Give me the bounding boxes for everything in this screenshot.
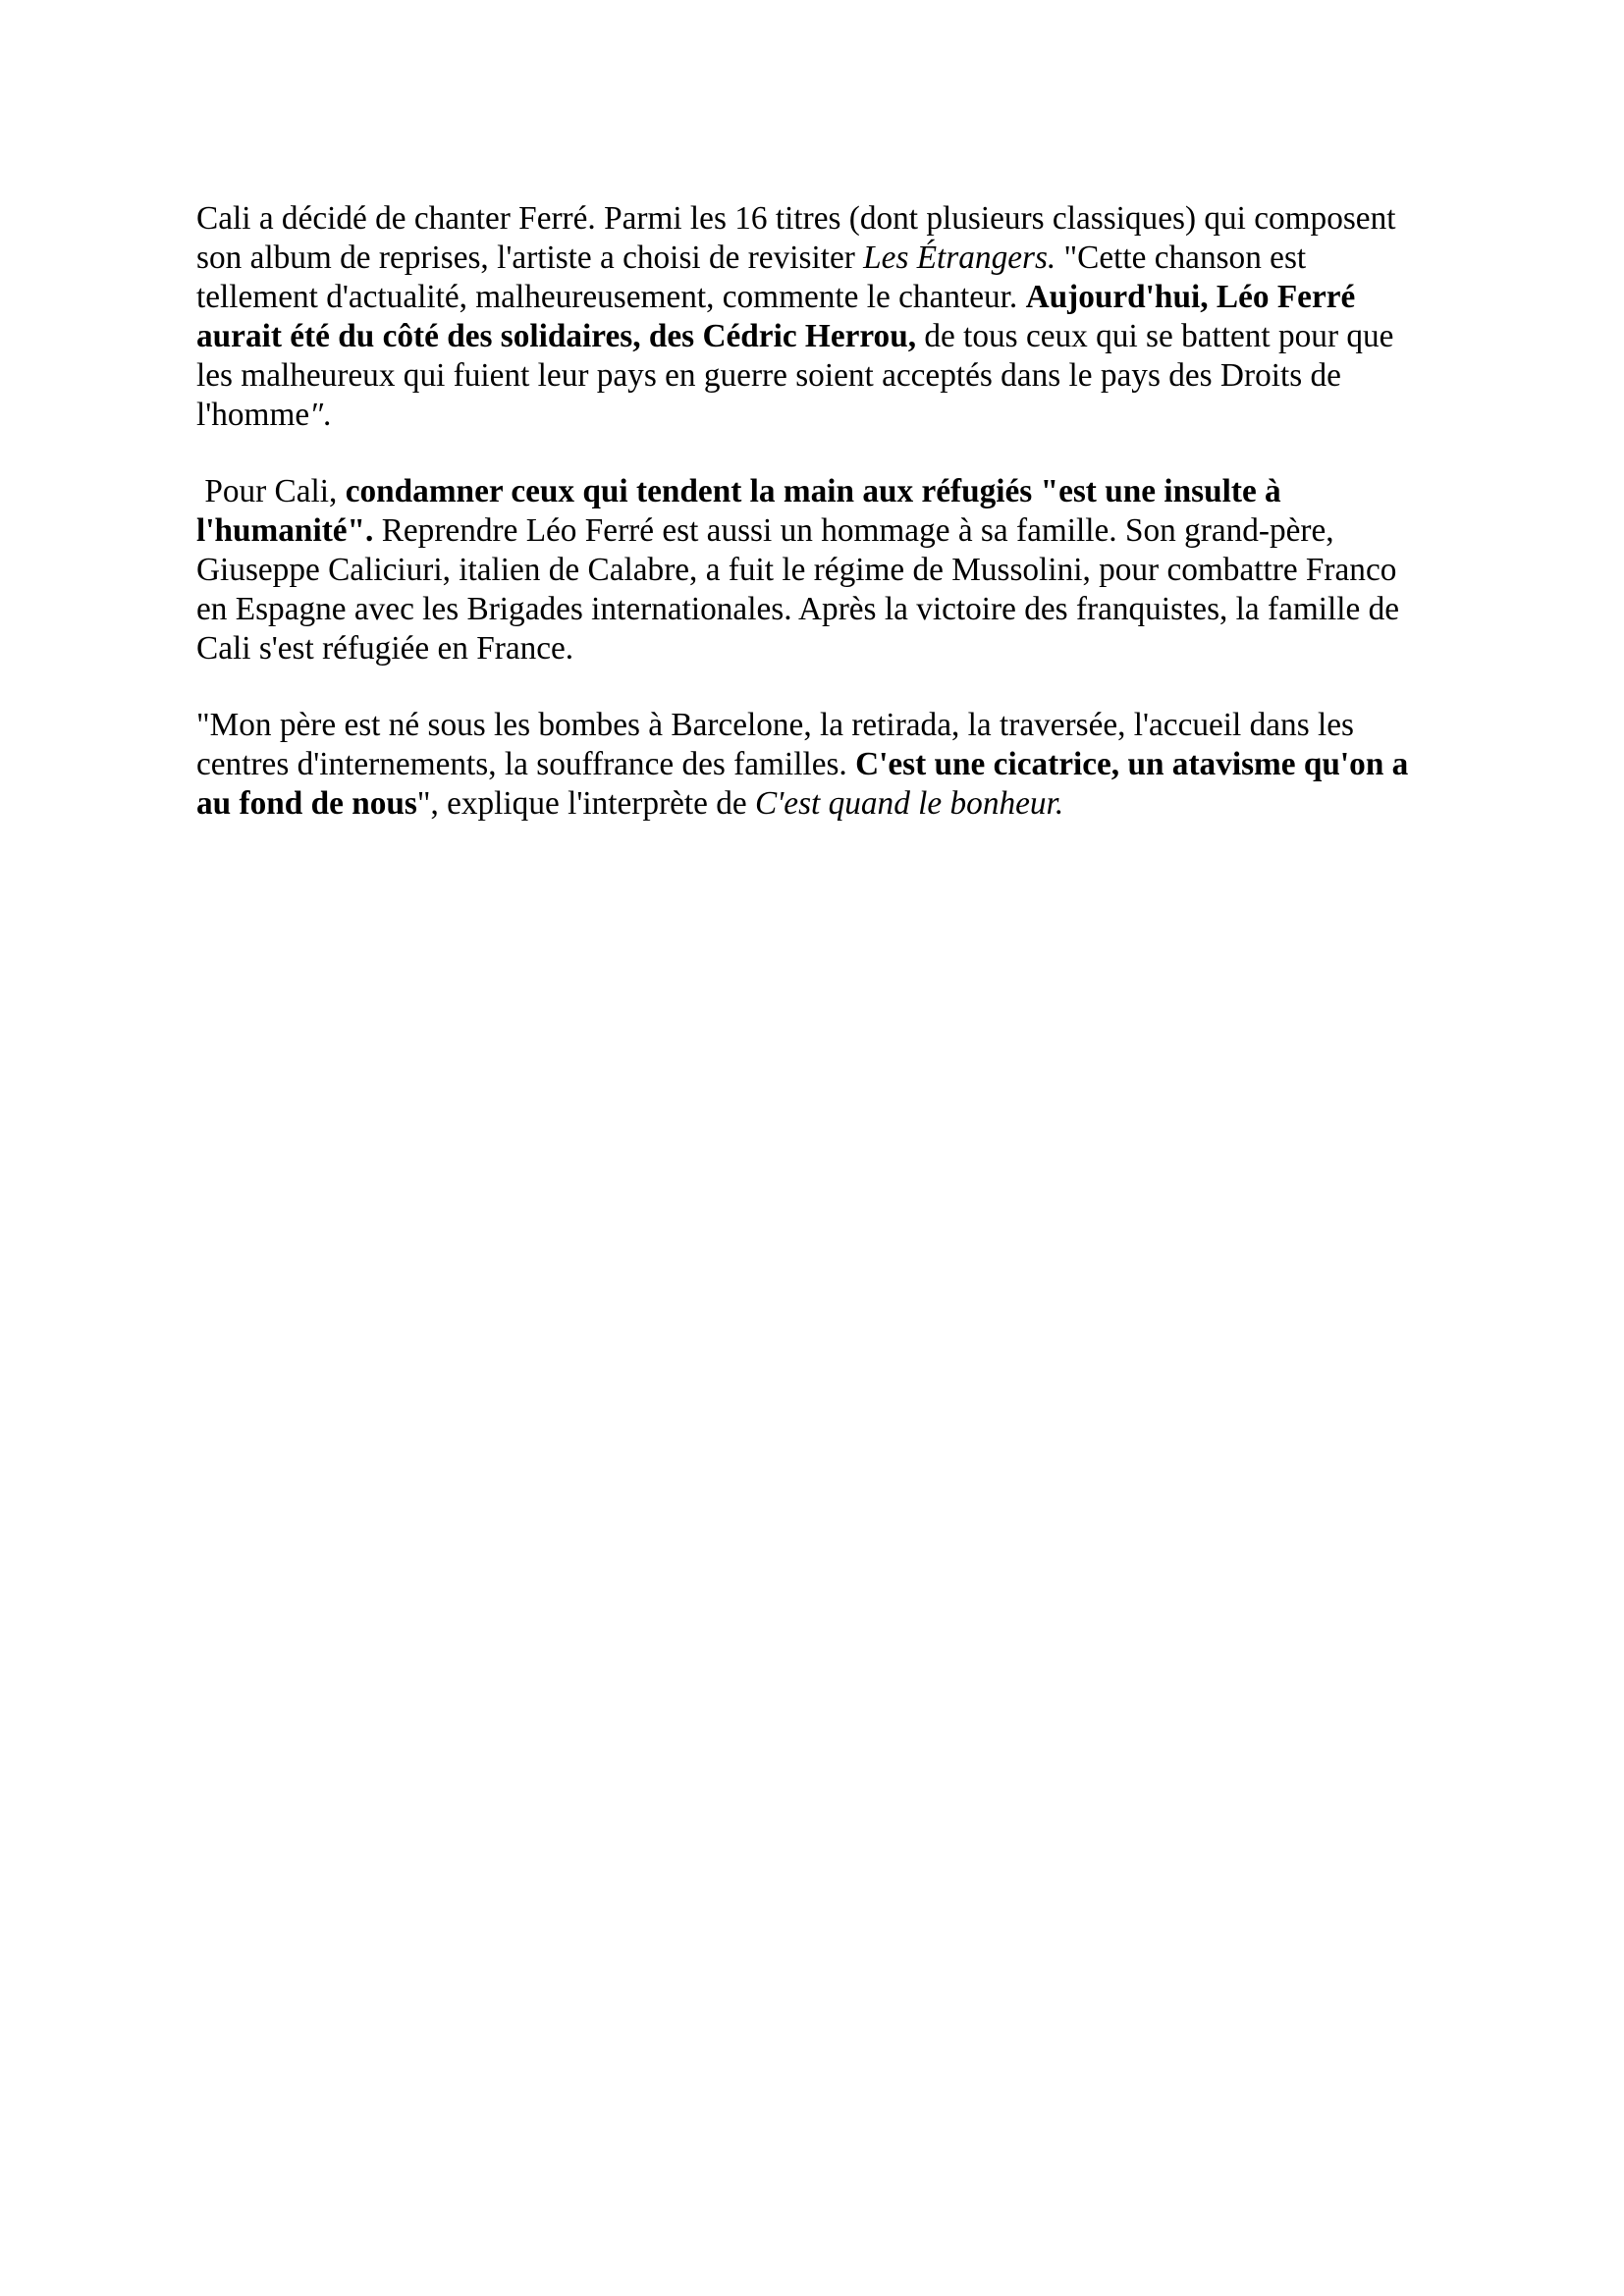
text-run-bold: condamner ceux qui tendent la main aux réfugiés "est une insulte à l'humanité". bbox=[196, 473, 1290, 549]
text-run-italic: ″ bbox=[309, 397, 323, 433]
paragraph-3 bbox=[196, 706, 1430, 824]
text-run: de tous ceux qui se battent pour que les malheureux qui fuient leur pays en guerre soient acceptés dans le pays des Droits de l'homme bbox=[196, 318, 1402, 433]
text-run-bold: Aujourd'hui, Léo Ferré aurait été du côté des solidaires, des Cédric Herrou, bbox=[196, 279, 1364, 354]
text-run-bold: C'est une cicatrice, un atavisme qu'on a au fond de nous bbox=[196, 746, 1417, 822]
text-run: Cali a décidé de chanter Ferré. Parmi les 16 titres (dont plusieurs classiques) qui composent son album de reprises, l'artiste a choisi de revisiter bbox=[196, 200, 1404, 276]
text-run: Reprendre Léo Ferré est aussi un hommage à sa famille. Son grand-père, Giuseppe Caliciuri, italien de Calabre, a fuit le régime de Mussolini, pour combattre Franco en Espagne avec les Brigades internationales. Après la victoire des franquistes, la famille de Cali s'est réfugiée en France. bbox=[196, 512, 1408, 667]
text-run: . bbox=[323, 397, 332, 433]
document-text-block bbox=[196, 199, 1430, 861]
text-run: "Cette chanson est tellement d'actualité, malheureusement, commente le chanteur. bbox=[196, 240, 1315, 315]
paragraph-2 bbox=[196, 472, 1430, 668]
paragraph-1 bbox=[196, 199, 1430, 435]
text-run-italic: Les Étrangers. bbox=[863, 240, 1056, 276]
text-run-italic: C'est quand le bonheur. bbox=[754, 785, 1064, 822]
text-run: ", explique l'interprète de bbox=[416, 785, 755, 822]
text-run: Pour Cali, bbox=[196, 473, 346, 509]
text-run: "Mon père est né sous les bombes à Barcelone, la retirada, la traversée, l'accueil dans les centres d'internements, la souffrance des familles. bbox=[196, 707, 1363, 782]
